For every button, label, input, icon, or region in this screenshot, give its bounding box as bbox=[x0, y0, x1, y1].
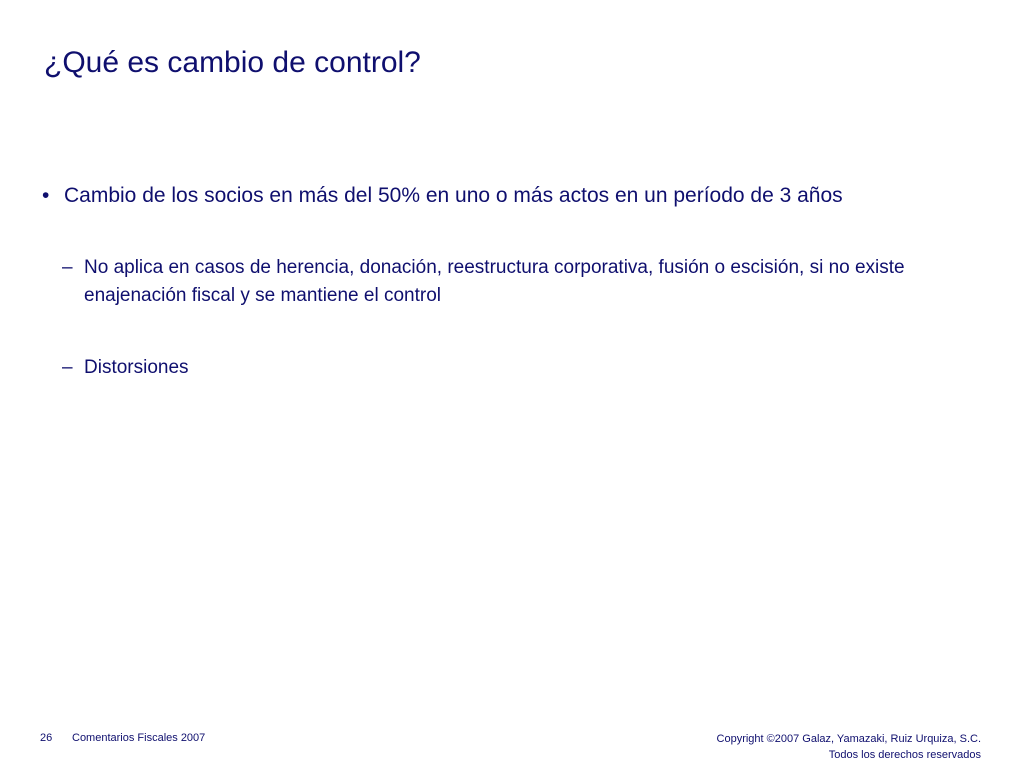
sub-bullet-item bbox=[62, 254, 982, 310]
bullet-text: Cambio de los socios en más del 50% en uno o más actos en un período de 3 años bbox=[64, 184, 843, 207]
sub-bullet-text: No aplica en casos de herencia, donación, reestructura corporativa, fusión o escisión, si no existe enajenación fiscal y se mantiene el control bbox=[84, 257, 905, 306]
copyright-text: Copyright ©2007 Galaz, Yamazaki, Ruiz Urquiza, S.C. bbox=[716, 733, 981, 745]
page-number: 26 bbox=[40, 732, 53, 744]
bullet-item bbox=[42, 181, 982, 211]
sub-bullet-item bbox=[62, 354, 982, 382]
bullet-marker-icon: • bbox=[42, 184, 50, 207]
footer-course-name: Comentarios Fiscales 2007 bbox=[72, 732, 206, 744]
sub-bullet-text: Distorsiones bbox=[84, 357, 189, 378]
dash-marker-icon: – bbox=[62, 357, 73, 378]
footer-copyright-block bbox=[717, 731, 981, 763]
dash-marker-icon: – bbox=[62, 257, 73, 278]
rights-text: Todos los derechos reservados bbox=[828, 749, 981, 761]
slide-title: ¿Qué es cambio de control? bbox=[44, 46, 421, 79]
